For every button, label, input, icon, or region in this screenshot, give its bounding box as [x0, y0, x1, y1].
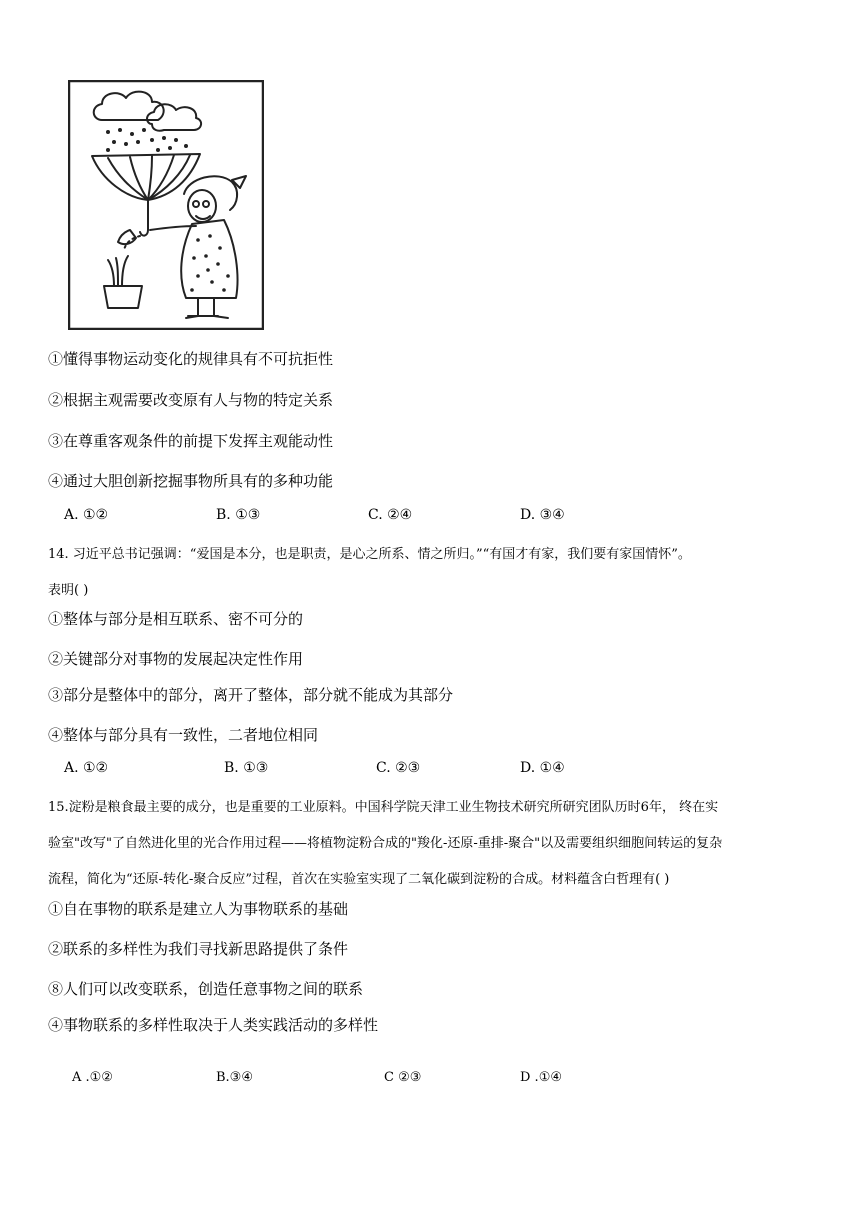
- q15-option-a: A .①②: [72, 1070, 113, 1085]
- q13-option-a: A. ①②: [64, 507, 109, 523]
- q14-stem-line-2: 表明( ): [48, 583, 89, 598]
- cartoon-illustration: [68, 80, 264, 330]
- q13-statement-4: ④通过大胆创新挖掘事物所具有的多种功能: [48, 472, 334, 490]
- q14-statement-4: ④整体与部分具有一致性，二者地位相同: [48, 726, 319, 744]
- q15-option-b: B.③④: [216, 1070, 253, 1085]
- q14-option-a: A. ①②: [64, 760, 109, 776]
- q15-statement-2: ②联系的多样性为我们寻找新思路提供了条件: [48, 940, 349, 958]
- q15-stem-line-1: 15.淀粉是粮食最主要的成分，也是重要的工业原料。中国科学院天津工业生物技术研究所研究团队历时6年， 终在实: [48, 800, 719, 815]
- q15-option-d: D .①④: [520, 1070, 562, 1085]
- q13-statement-3: ③在尊重客观条件的前提下发挥主观能动性: [48, 432, 334, 450]
- q13-option-d: D. ③④: [520, 507, 565, 523]
- q15-statement-1: ①自在事物的联系是建立人为事物联系的基础: [48, 900, 349, 918]
- q13-option-c: C. ②④: [368, 507, 413, 523]
- q14-option-b: B. ①③: [224, 760, 269, 776]
- q14-option-d: D. ①④: [520, 760, 565, 776]
- q14-option-c: C. ②③: [376, 760, 421, 776]
- q15-statement-4: ④事物联系的多样性取决于人类实践活动的多样性: [48, 1016, 379, 1034]
- q15-option-c: C ②③: [384, 1070, 422, 1085]
- q14-statement-3: ③部分是整体中的部分，离开了整体，部分就不能成为其部分: [48, 686, 454, 704]
- q13-option-b: B. ①③: [216, 507, 261, 523]
- q15-statement-3: ⑧人们可以改变联系，创造任意事物之间的联系: [48, 980, 364, 998]
- q15-stem-line-2: 验室"改写"了自然进化里的光合作用过程——将植物淀粉合成的"羧化-还原-重排-聚合"以及需要组织细胞间转运的复杂: [48, 836, 723, 851]
- q13-statement-1: ①懂得事物运动变化的规律具有不可抗拒性: [48, 350, 334, 368]
- q14-stem-line-1: 14. 习近平总书记强调：“爱国是本分，也是职责，是心之所系、情之所归。”“有国才有家，我们要有家国情怀”。: [48, 547, 691, 562]
- q15-stem-line-3: 流程，简化为“还原-转化-聚合反应”过程，首次在实验室实现了二氧化碳到淀粉的合成。材料蕴含白哲理有( ): [48, 872, 670, 887]
- q13-statement-2: ②根据主观需要改变原有人与物的特定关系: [48, 391, 334, 409]
- q14-statement-1: ①整体与部分是相互联系、密不可分的: [48, 610, 304, 628]
- q14-statement-2: ②关键部分对事物的发展起决定性作用: [48, 650, 304, 668]
